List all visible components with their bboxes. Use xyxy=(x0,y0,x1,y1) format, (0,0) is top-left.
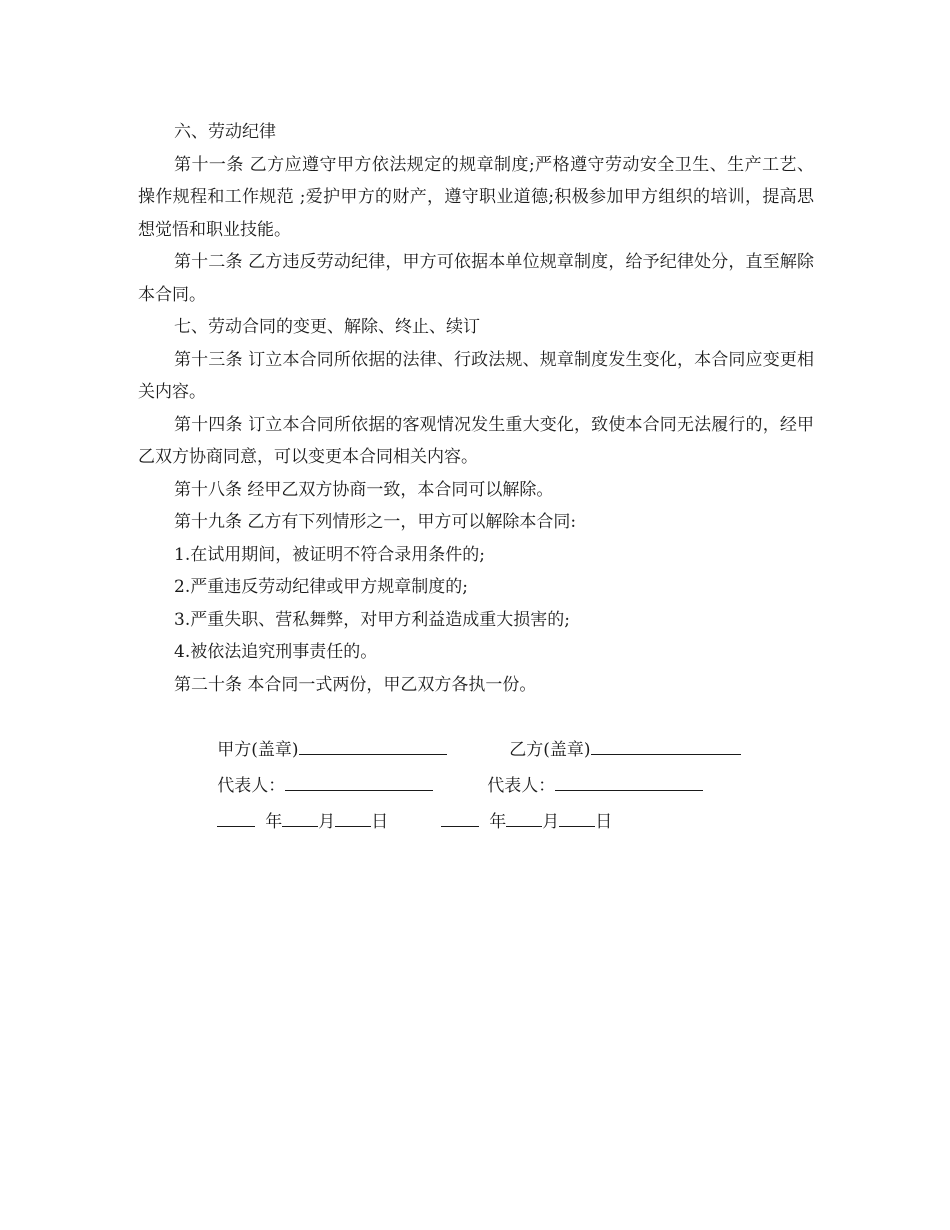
article-20: 第二十条 本合同一式两份，甲乙双方各执一份。 xyxy=(174,674,537,695)
list-item: 4.被依法追究刑事责任的。 xyxy=(174,642,378,662)
year-blank xyxy=(217,808,255,827)
year-label: 年 xyxy=(265,811,283,832)
day-blank xyxy=(559,808,595,827)
section-heading-labor-discipline: 六、劳动纪律 xyxy=(174,122,276,142)
month-blank xyxy=(282,808,318,827)
contract-body xyxy=(138,116,814,832)
signature-row-seal xyxy=(138,701,814,760)
day-label: 日 xyxy=(595,811,613,832)
list-item: 2.严重违反劳动纪律或甲方规章制度的; xyxy=(174,577,468,597)
party-a-rep-label: 代表人： xyxy=(217,775,286,796)
day-blank xyxy=(335,808,371,827)
article-12: 第十二条 乙方违反劳动纪律，甲方可依据本单位规章制度，给予纪律处分，直至解除本合同。 xyxy=(138,252,814,305)
party-a-date xyxy=(174,773,388,871)
list-item: 1.在试用期间，被证明不符合录用条件的; xyxy=(174,544,485,565)
article-11: 第十一条 乙方应遵守甲方依法规定的规章制度;严格遵守劳动安全卫生、生产工艺、操作规程和工作规范 ;爱护甲方的财产，遵守职业道德;积极参加甲方组织的培训，提高思想觉悟和职业技能。 xyxy=(138,154,814,240)
signature-row-representative xyxy=(138,737,814,796)
signature-row-date xyxy=(138,773,814,832)
article-18: 第十八条 经甲乙双方协商一致，本合同可以解除。 xyxy=(174,479,554,500)
day-label: 日 xyxy=(371,811,389,832)
year-label: 年 xyxy=(489,811,507,832)
month-blank xyxy=(506,808,542,827)
party-a-seal-label: 甲方(盖章) xyxy=(217,739,299,760)
list-item: 3.严重失职、营私舞弊，对甲方利益造成重大损害的; xyxy=(174,609,570,630)
month-label: 月 xyxy=(542,811,560,832)
year-blank xyxy=(441,808,479,827)
party-b-rep-label: 代表人： xyxy=(487,775,556,796)
article-13: 第十三条 订立本合同所依据的法律、行政法规、规章制度发生变化，本合同应变更相关内容。 xyxy=(138,349,814,402)
month-label: 月 xyxy=(318,811,336,832)
section-heading-contract-changes: 七、劳动合同的变更、解除、终止、续订 xyxy=(174,317,480,337)
article-19: 第十九条 乙方有下列情形之一，甲方可以解除本合同: xyxy=(174,512,577,532)
article-14: 第十四条 订立本合同所依据的客观情况发生重大变化，致使本合同无法履行的，经甲乙双方协商同意，可以变更本合同相关内容。 xyxy=(138,414,814,467)
party-b-seal-label: 乙方(盖章) xyxy=(509,739,591,760)
party-b-date xyxy=(398,773,612,871)
